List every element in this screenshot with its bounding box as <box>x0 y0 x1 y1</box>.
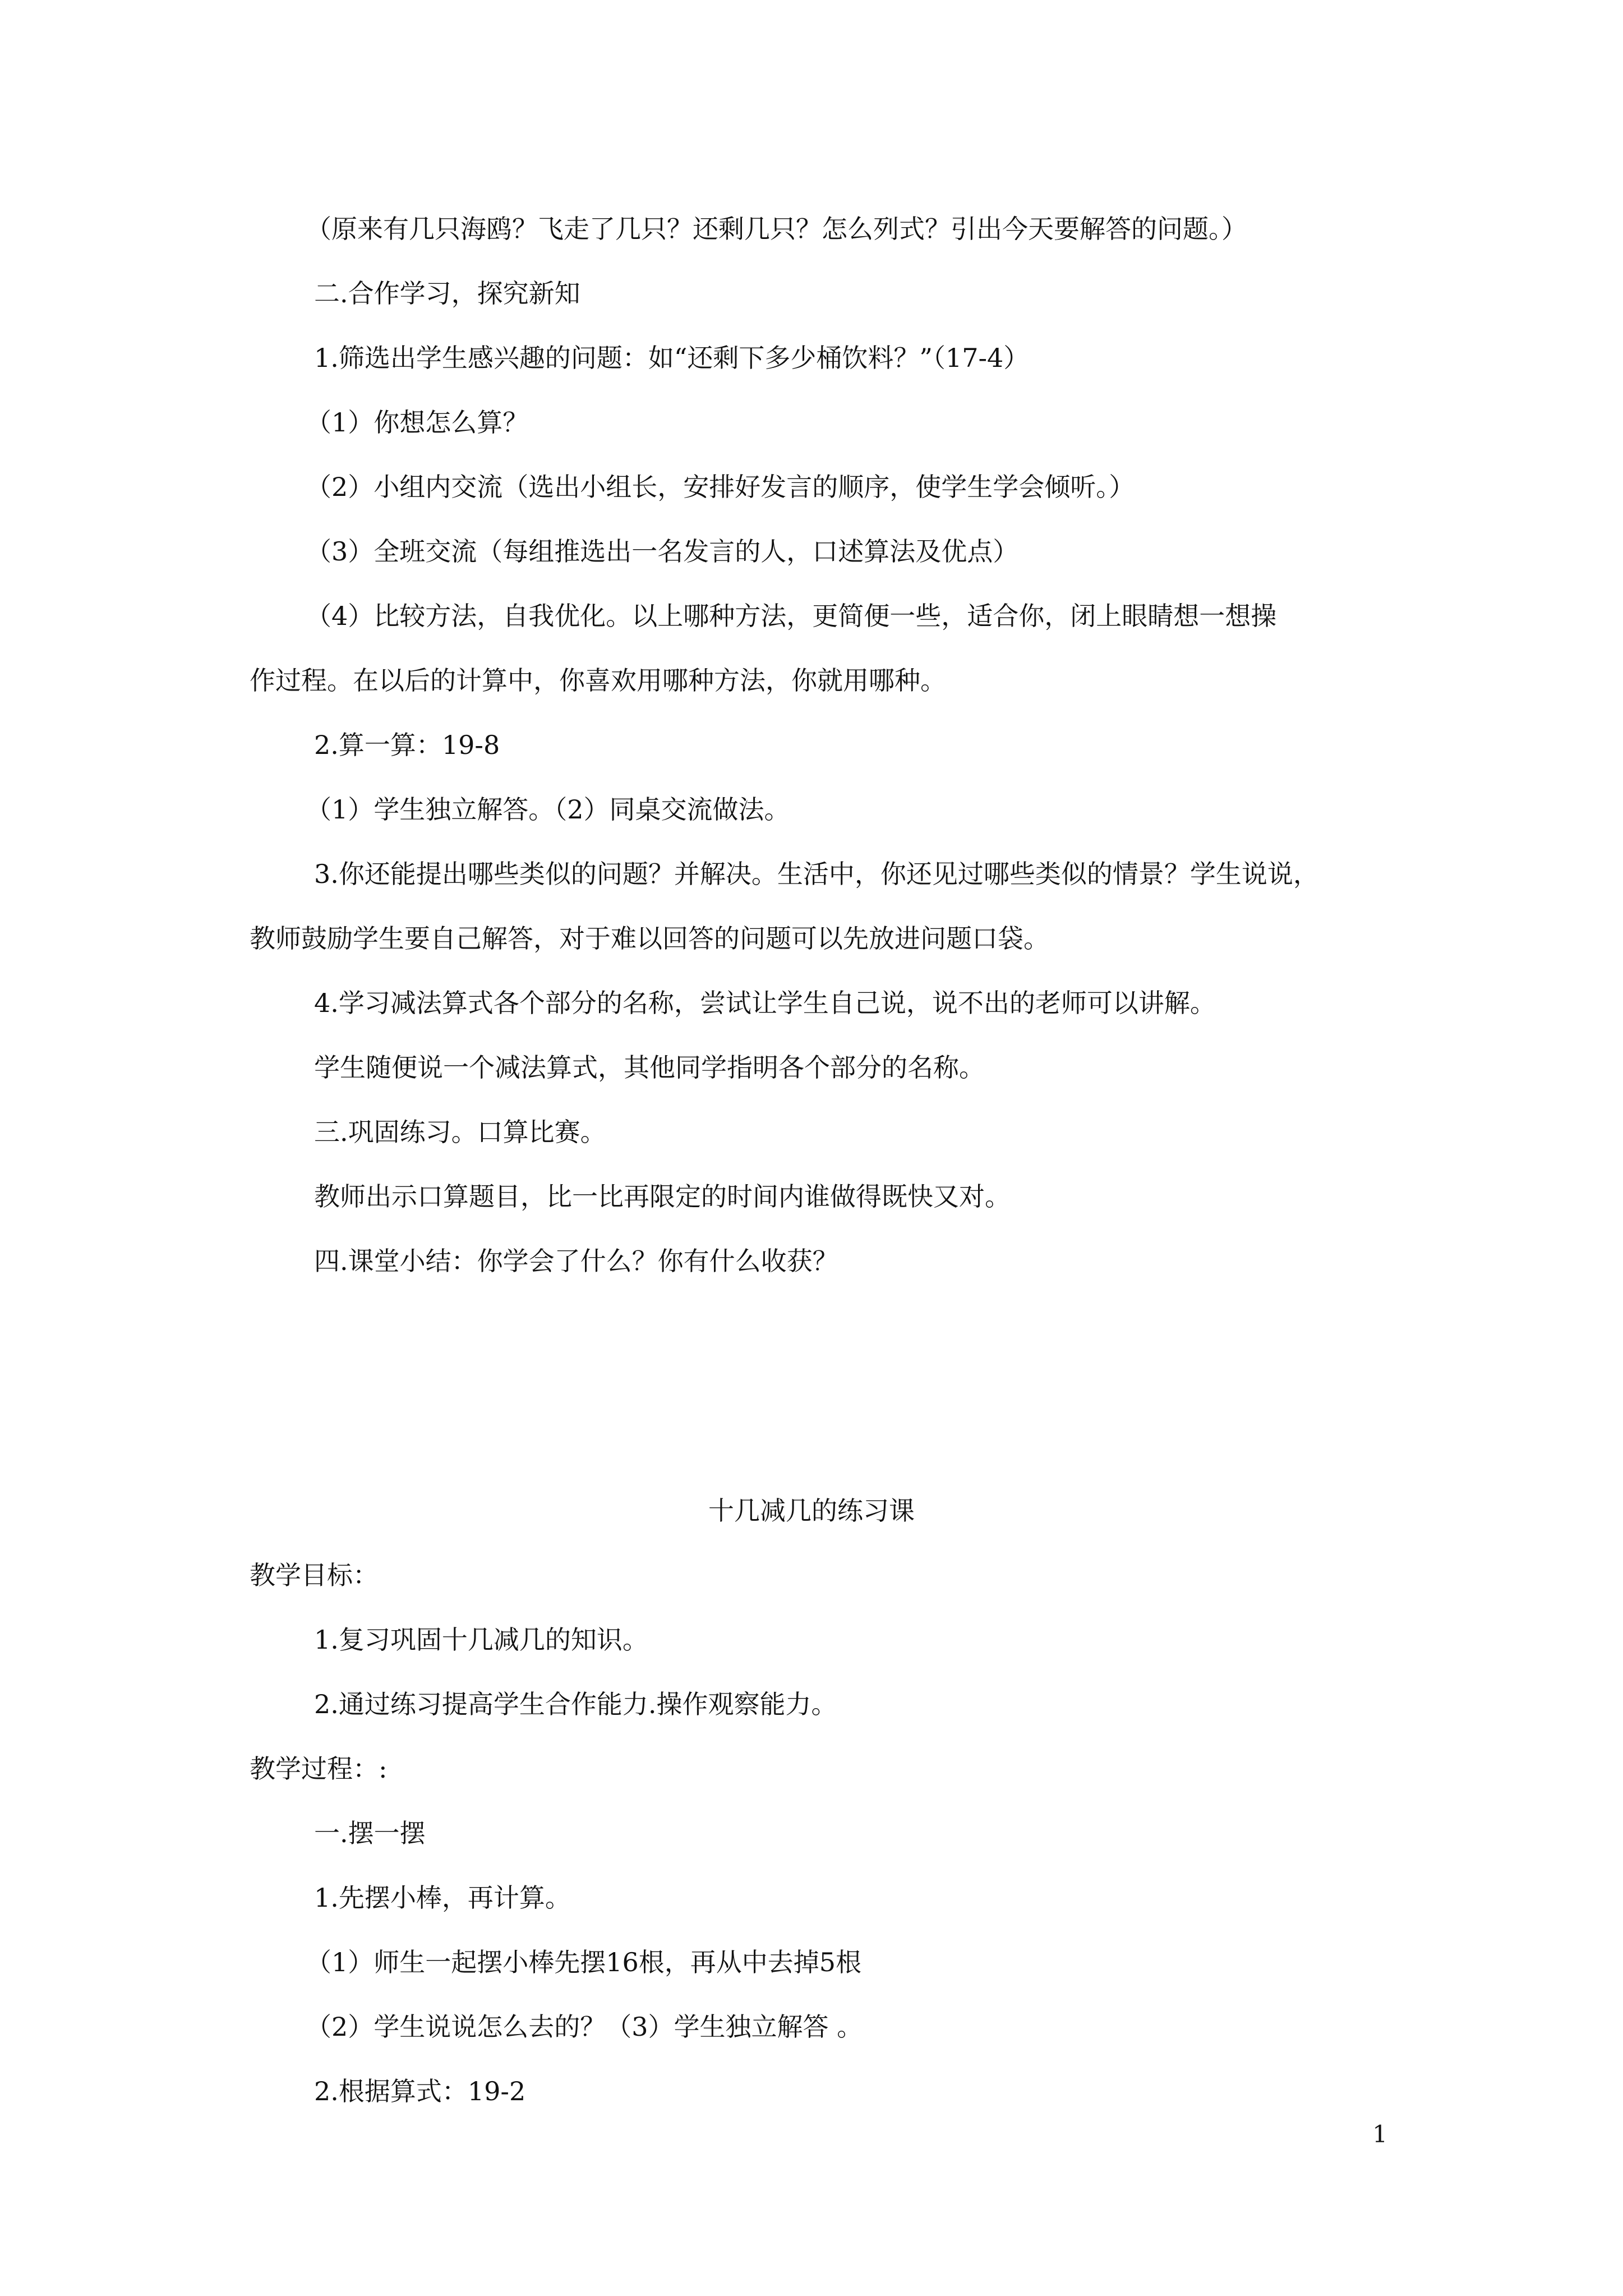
lesson-title: 十几减几的练习课 <box>708 1496 915 1526</box>
lesson-step-1-item-2: 2.根据算式：19-2 <box>314 2076 526 2106</box>
lesson-step-1-sub-2: （2）学生说说怎么去的？（3）学生独立解答 。 <box>306 2012 863 2042</box>
paragraph-sub-4-continued: 作过程。在以后的计算中，你喜欢用哪种方法，你就用哪种。 <box>250 665 946 696</box>
page-number: 1 <box>1372 2120 1387 2148</box>
paragraph-item-3: 3.你还能提出哪些类似的问题？并解决。生活中，你还见过哪些类似的情景？学生说说， <box>314 859 1319 889</box>
paragraph-item-2-sub: （1）学生独立解答。（2）同桌交流做法。 <box>306 794 790 825</box>
lesson-step-1-sub-1: （1）师生一起摆小棒先摆16根，再从中去掉5根 <box>306 1947 862 1977</box>
paragraph-item-2: 2.算一算：19-8 <box>314 730 500 760</box>
lesson-step-1-heading: 一.摆一摆 <box>314 1818 426 1848</box>
paragraph-intro-question: （原来有几只海鸥？飞走了几只？还剩几只？怎么列式？引出今天要解答的问题。） <box>306 214 1247 244</box>
paragraph-item-4-detail: 学生随便说一个减法算式，其他同学指明各个部分的名称。 <box>314 1052 985 1083</box>
lesson-goals-heading: 教学目标： <box>250 1560 379 1590</box>
paragraph-practice: 教师出示口算题目，比一比再限定的时间内谁做得既快又对。 <box>314 1181 1011 1212</box>
paragraph-sub-1: （1）你想怎么算？ <box>306 407 529 438</box>
section-heading-4: 四.课堂小结：你学会了什么？你有什么收获？ <box>314 1246 838 1276</box>
paragraph-item-3-continued: 教师鼓励学生要自己解答，对于难以回答的问题可以先放进问题口袋。 <box>250 923 1049 954</box>
section-heading-3: 三.巩固练习。口算比赛。 <box>314 1117 606 1147</box>
paragraph-sub-3: （3）全班交流（每组推选出一名发言的人，口述算法及优点） <box>306 536 1019 567</box>
section-heading-2: 二.合作学习，探究新知 <box>314 278 580 309</box>
lesson-process-heading: 教学过程：: <box>250 1754 388 1784</box>
paragraph-item-1: 1.筛选出学生感兴趣的问题：如“还剩下多少桶饮料？”（17-4） <box>314 343 1030 373</box>
lesson-step-1-item-1: 1.先摆小棒，再计算。 <box>314 1883 571 1913</box>
lesson-goal-2: 2.通过练习提高学生合作能力.操作观察能力。 <box>314 1689 837 1719</box>
paragraph-item-4: 4.学习减法算式各个部分的名称，尝试让学生自己说，说不出的老师可以讲解。 <box>314 988 1216 1018</box>
paragraph-sub-4: （4）比较方法，自我优化。以上哪种方法，更简便一些，适合你，闭上眼睛想一想操 <box>306 601 1277 631</box>
paragraph-sub-2: （2）小组内交流（选出小组长，安排好发言的顺序，使学生学会倾听。） <box>306 472 1135 502</box>
lesson-goal-1: 1.复习巩固十几减几的知识。 <box>314 1625 648 1655</box>
